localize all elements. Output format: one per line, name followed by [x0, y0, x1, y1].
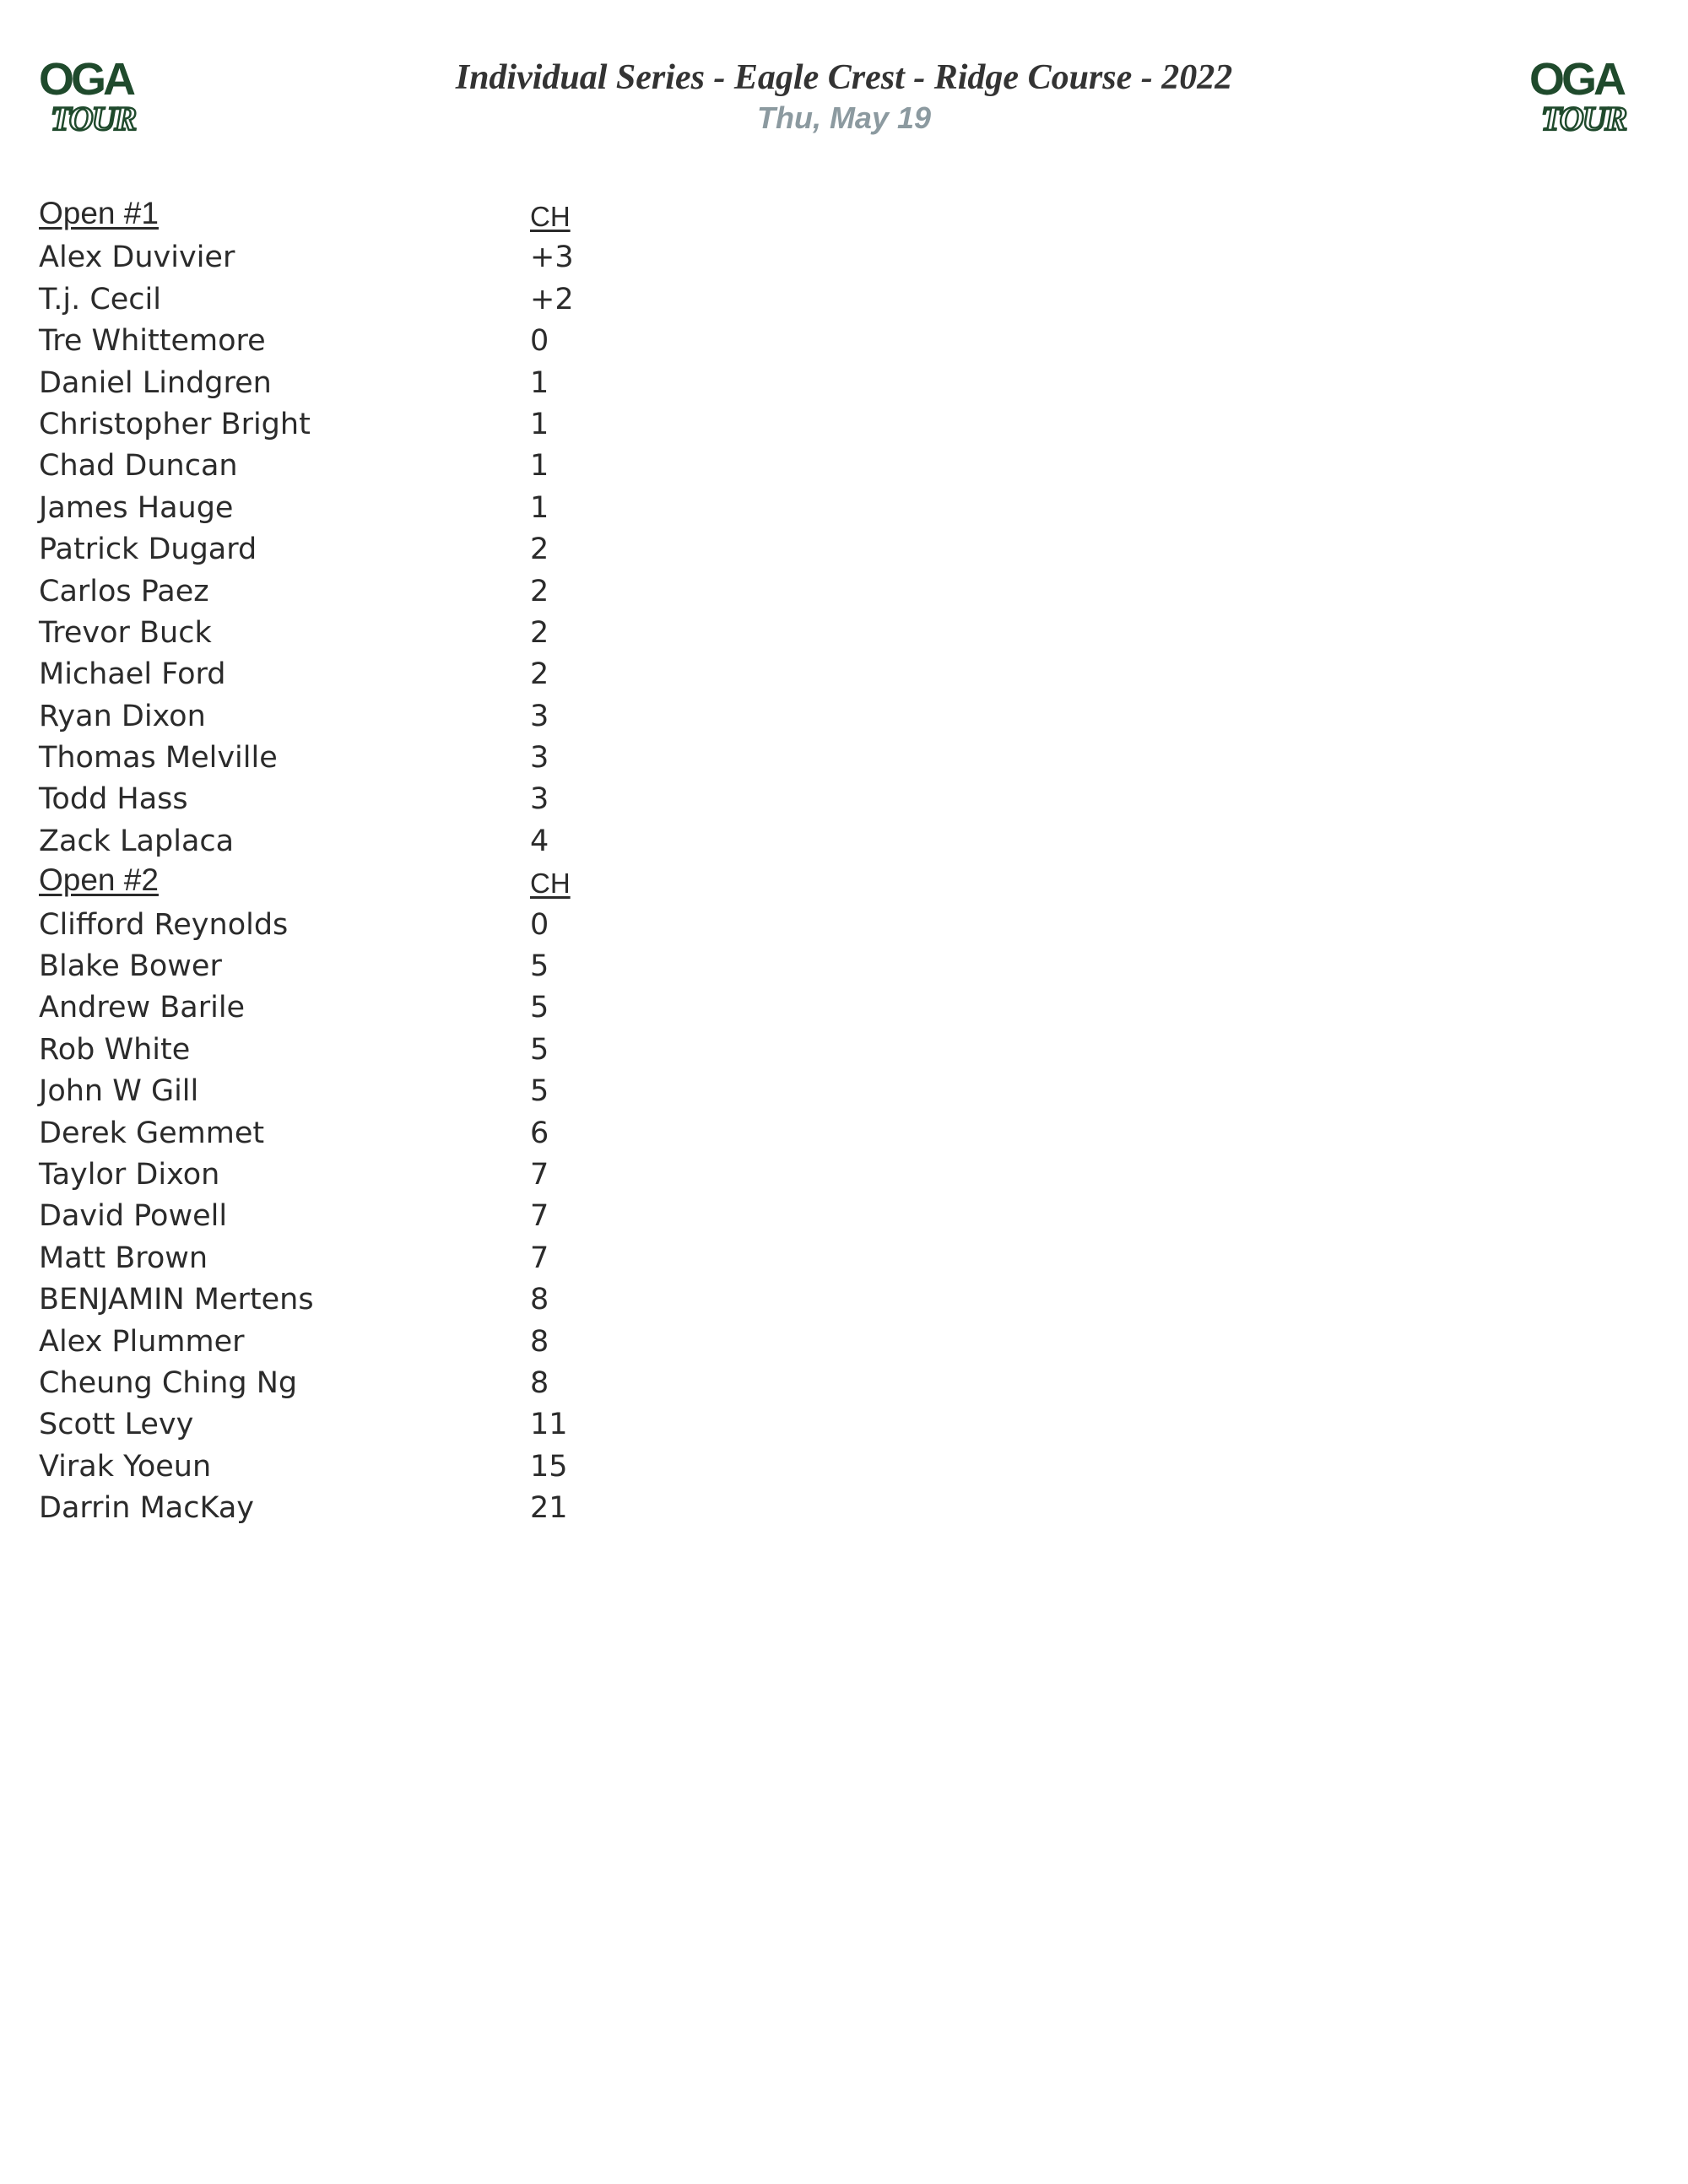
- player-course-handicap: 2: [530, 657, 549, 692]
- player-row: [39, 613, 630, 654]
- player-name: Tre Whittemore: [39, 324, 266, 359]
- player-roster: [39, 196, 630, 1530]
- player-course-handicap: 15: [530, 1449, 568, 1484]
- player-course-handicap: 8: [530, 1365, 549, 1400]
- player-course-handicap: 4: [530, 824, 549, 858]
- page-title: Individual Series - Eagle Crest - Ridge Course - 2022: [455, 58, 1233, 97]
- player-row: [39, 1238, 630, 1279]
- flight-name: Open #2: [39, 862, 159, 898]
- player-course-handicap: 1: [530, 490, 549, 525]
- player-name: Rob White: [39, 1032, 191, 1067]
- player-row: [39, 404, 630, 446]
- player-row: [39, 446, 630, 487]
- svg-text:TOUR: TOUR: [1541, 100, 1626, 137]
- player-name: David Powell: [39, 1199, 228, 1234]
- flight-header-open-1: [39, 196, 630, 237]
- ch-column-header: CH: [530, 868, 571, 900]
- player-name: Andrew Barile: [39, 991, 246, 1025]
- player-course-handicap: 3: [530, 699, 549, 733]
- player-course-handicap: 5: [530, 949, 549, 984]
- title-block: [253, 56, 1435, 137]
- player-course-handicap: 11: [530, 1408, 568, 1442]
- player-name: BENJAMIN Mertens: [39, 1283, 314, 1317]
- player-name: Patrick Dugard: [39, 532, 257, 567]
- player-row: [39, 237, 630, 278]
- player-name: Blake Bower: [39, 949, 222, 984]
- player-course-handicap: 3: [530, 782, 549, 817]
- player-course-handicap: 2: [530, 532, 549, 567]
- player-name: Scott Levy: [39, 1408, 194, 1442]
- player-course-handicap: 7: [530, 1157, 549, 1192]
- player-course-handicap: 5: [530, 1032, 549, 1067]
- player-course-handicap: 7: [530, 1199, 549, 1234]
- player-name: Ryan Dixon: [39, 699, 206, 733]
- player-name: Darrin MacKay: [39, 1491, 254, 1526]
- player-course-handicap: 3: [530, 741, 549, 776]
- player-course-handicap: 5: [530, 1074, 549, 1109]
- player-name: James Hauge: [39, 490, 234, 525]
- player-row: [39, 321, 630, 362]
- player-name: Carlos Paez: [39, 574, 209, 608]
- player-course-handicap: 0: [530, 324, 549, 359]
- player-course-handicap: 21: [530, 1491, 568, 1526]
- player-row: [39, 738, 630, 779]
- player-row: [39, 905, 630, 946]
- svg-text:OGA: OGA: [1529, 54, 1624, 105]
- player-row: [39, 1363, 630, 1404]
- player-name: Zack Laplaca: [39, 824, 235, 858]
- ch-column-header: CH: [530, 201, 571, 232]
- player-name: Christopher Bright: [39, 407, 311, 441]
- player-row: [39, 696, 630, 738]
- player-course-handicap: 1: [530, 407, 549, 441]
- page-header: [0, 0, 1688, 160]
- player-course-handicap: 0: [530, 907, 549, 942]
- player-name: Virak Yoeun: [39, 1449, 212, 1484]
- player-row: [39, 946, 630, 987]
- player-name: Clifford Reynolds: [39, 907, 289, 942]
- player-name: Cheung Ching Ng: [39, 1365, 298, 1400]
- player-row: [39, 1322, 630, 1363]
- player-name: Thomas Melville: [39, 741, 278, 776]
- player-name: Alex Plummer: [39, 1324, 245, 1359]
- player-row: [39, 987, 630, 1029]
- player-name: Trevor Buck: [39, 615, 212, 650]
- player-row: [39, 571, 630, 613]
- player-row: [39, 1196, 630, 1237]
- player-name: Daniel Lindgren: [39, 365, 272, 400]
- player-row: [39, 1154, 630, 1196]
- flight-name: Open #1: [39, 196, 159, 230]
- player-name: Matt Brown: [39, 1241, 208, 1275]
- svg-text:TOUR: TOUR: [51, 100, 136, 137]
- player-row: [39, 1488, 630, 1529]
- player-row: [39, 488, 630, 529]
- player-row: [39, 821, 630, 862]
- player-name: T.j. Cecil: [39, 282, 161, 316]
- player-course-handicap: 1: [530, 365, 549, 400]
- player-row: [39, 654, 630, 695]
- svg-text:OGA: OGA: [39, 54, 133, 105]
- player-row: [39, 529, 630, 570]
- player-row: [39, 1404, 630, 1446]
- oga-tour-logo-left: [37, 52, 164, 137]
- player-course-handicap: 2: [530, 574, 549, 608]
- player-name: Derek Gemmet: [39, 1116, 265, 1150]
- player-course-handicap: 8: [530, 1283, 549, 1317]
- player-row: [39, 1030, 630, 1071]
- player-row: [39, 779, 630, 820]
- player-name: John W Gill: [39, 1074, 199, 1109]
- flight-header-open-2: [39, 862, 630, 904]
- player-row: [39, 1071, 630, 1112]
- event-date: Thu, May 19: [756, 100, 932, 135]
- player-name: Todd Hass: [39, 782, 188, 817]
- player-course-handicap: +2: [530, 282, 574, 316]
- player-row: [39, 363, 630, 404]
- player-course-handicap: +3: [530, 241, 574, 275]
- player-course-handicap: 2: [530, 615, 549, 650]
- player-row: [39, 1446, 630, 1488]
- player-course-handicap: 5: [530, 991, 549, 1025]
- player-course-handicap: 7: [530, 1241, 549, 1275]
- player-name: Taylor Dixon: [39, 1157, 220, 1192]
- player-name: Alex Duvivier: [39, 241, 235, 275]
- player-name: Chad Duncan: [39, 449, 238, 484]
- player-row: [39, 1279, 630, 1321]
- player-course-handicap: 6: [530, 1116, 549, 1150]
- player-row: [39, 1113, 630, 1154]
- player-name: Michael Ford: [39, 657, 226, 692]
- player-course-handicap: 1: [530, 449, 549, 484]
- player-course-handicap: 8: [530, 1324, 549, 1359]
- oga-tour-logo-right: [1528, 52, 1654, 137]
- player-row: [39, 279, 630, 321]
